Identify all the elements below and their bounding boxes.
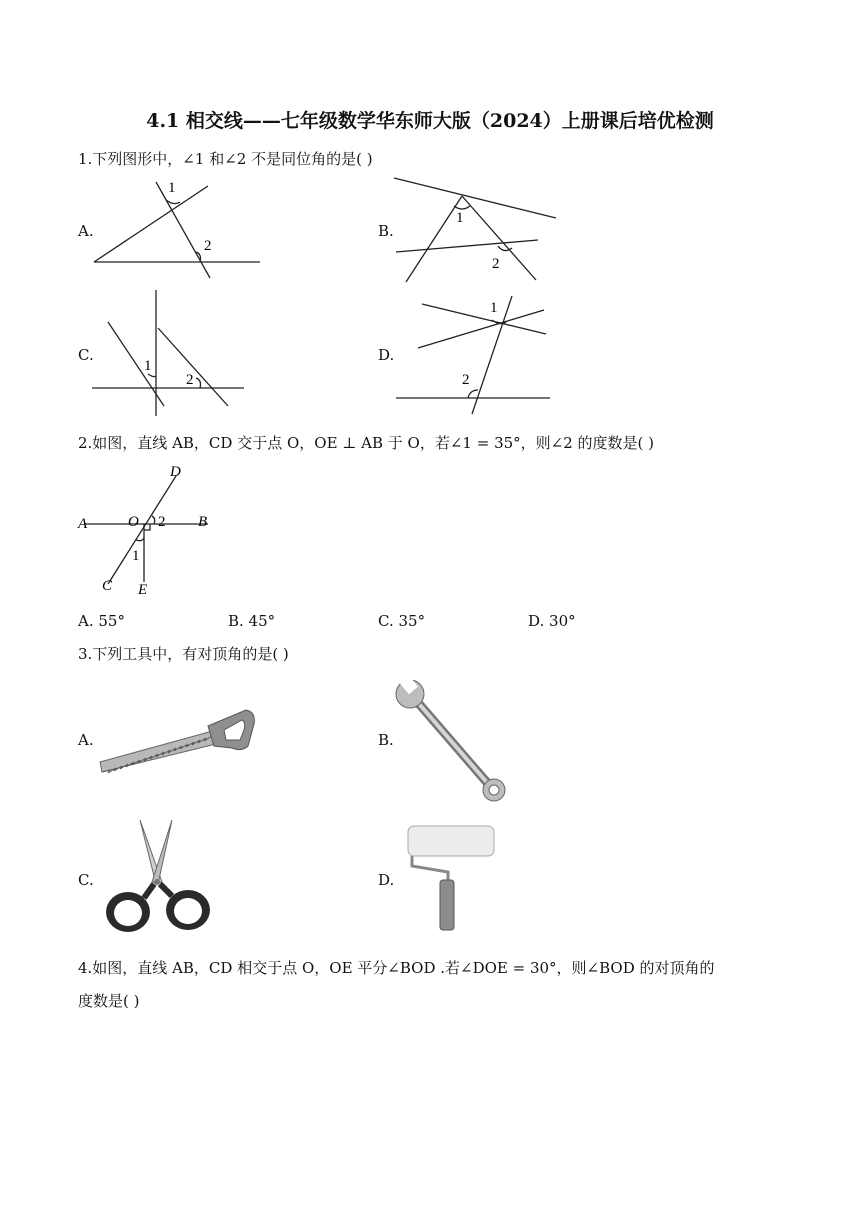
q1-figure-c <box>90 288 250 418</box>
point-e-label: E <box>138 582 148 598</box>
q1a-angle2-label: 2 <box>204 238 212 254</box>
q3-option-c-label: C. <box>78 871 94 889</box>
saw-image <box>96 700 258 778</box>
wrench-image <box>392 676 512 804</box>
q1b-angle1-label: 1 <box>456 210 464 226</box>
q1-figure-a <box>88 178 268 283</box>
q1-option-b-label: B. <box>378 222 394 240</box>
question-4-stem-line1: 4.如图，直线 AB，CD 相交于点 O，OE 平分∠BOD .若∠DOE = 30°，则∠BOD 的对顶角的 <box>78 959 715 977</box>
q1-figure-b <box>392 172 562 287</box>
scissors-image <box>100 818 218 938</box>
point-a-label: A <box>78 516 88 532</box>
q1a-angle1-label: 1 <box>168 180 176 196</box>
q2-option-d: D. 30° <box>528 612 576 630</box>
point-d-label: D <box>170 464 181 480</box>
point-c-label: C <box>102 578 113 594</box>
q1-option-c-label: C. <box>78 346 94 364</box>
angle-1-label: 1 <box>132 548 140 564</box>
q1c-angle2-label: 2 <box>186 372 194 388</box>
point-o-label: O <box>128 514 139 530</box>
q1b-angle2-label: 2 <box>492 256 500 272</box>
q2-option-b: B. 45° <box>228 612 276 630</box>
angle-2-label: 2 <box>158 514 166 530</box>
q3-option-b-label: B. <box>378 731 394 749</box>
q3-option-d-label: D. <box>378 871 395 889</box>
q2-option-c: C. 35° <box>378 612 426 630</box>
point-b-label: B <box>198 514 208 530</box>
question-2-stem: 2.如图，直线 AB，CD 交于点 O，OE ⊥ AB 于 O，若∠1 = 35°，则∠2 的度数是( ) <box>78 434 655 452</box>
q1c-angle1-label: 1 <box>144 358 152 374</box>
q1-option-d-label: D. <box>378 346 395 364</box>
question-1-stem: 1.下列图形中，∠1 和∠2 不是同位角的是( ) <box>78 150 373 168</box>
question-4-stem-line2: 度数是( ) <box>78 992 140 1010</box>
question-3-stem: 3.下列工具中，有对顶角的是( ) <box>78 645 289 663</box>
q2-figure <box>76 462 216 602</box>
q3-option-a-label: A. <box>78 731 94 749</box>
q1d-angle1-label: 1 <box>490 300 498 316</box>
q1-figure-d <box>394 292 554 417</box>
q1d-angle2-label: 2 <box>462 372 470 388</box>
q2-option-a: A. 55° <box>78 612 125 630</box>
paint-roller-image <box>404 822 498 934</box>
q1-option-a-label: A. <box>78 222 94 240</box>
page-title: 4.1 相交线——七年级数学华东师大版（2024）上册课后培优检测 <box>146 110 714 132</box>
